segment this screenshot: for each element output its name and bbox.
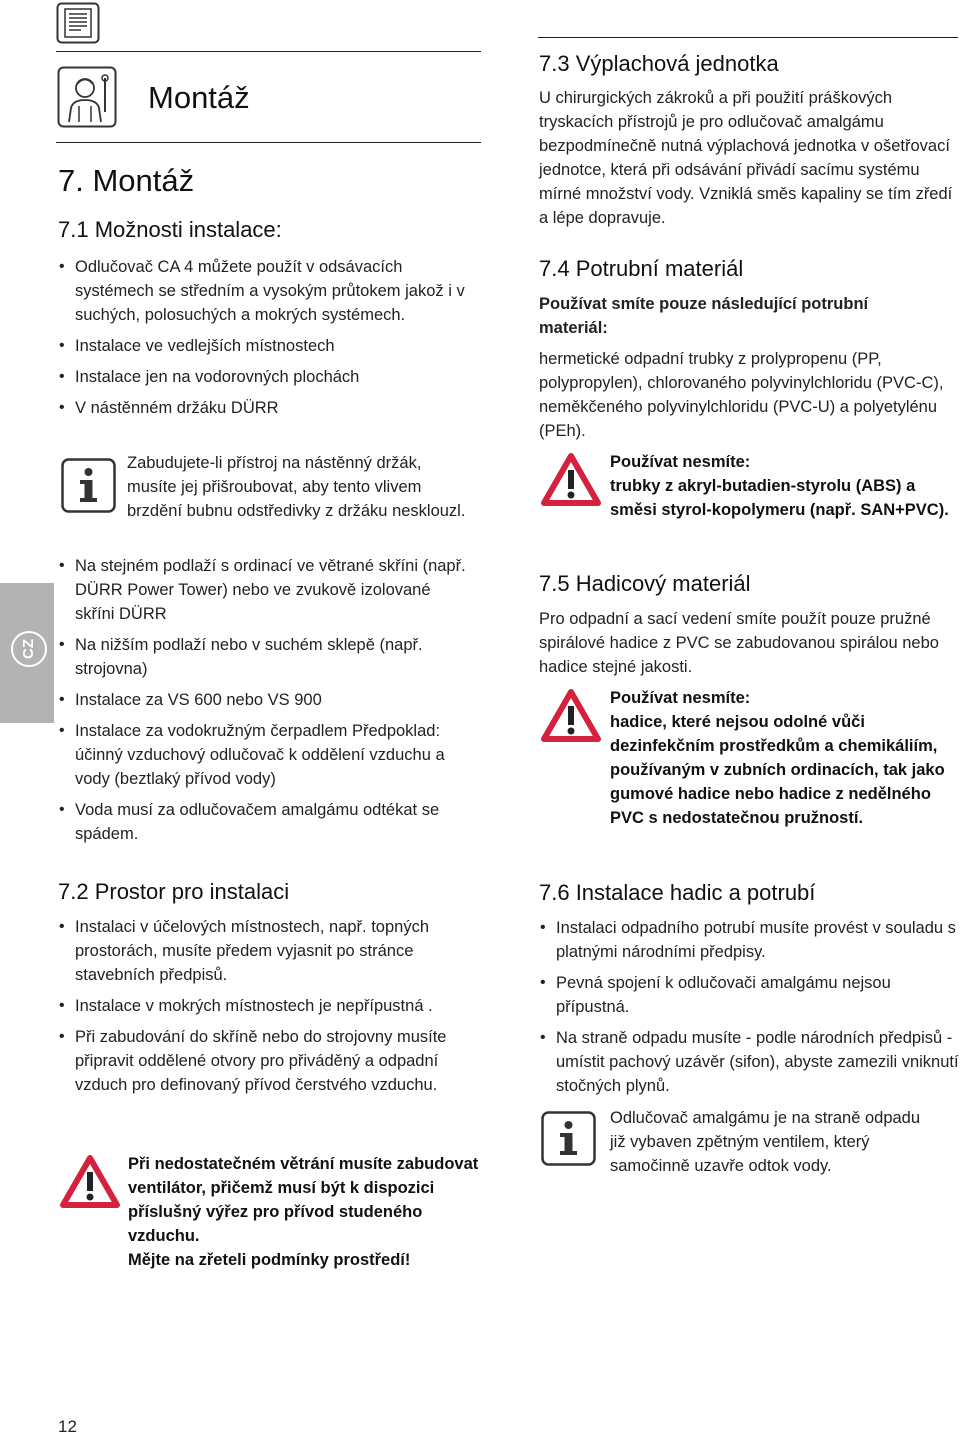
list-item: • Instalace za VS 600 nebo VS 900 <box>59 688 471 712</box>
hose-material-warning <box>610 686 950 830</box>
list-item: • Instalaci v účelových místnostech, např. topných prostorách, musíte předem vyjasnit po stránce stavebních předpisů. <box>59 915 483 987</box>
section-7-3-text: U chirurgických zákroků a při použití práškových tryskacích přístrojů je pro odlučovač amalgámu bezpodmínečně nutná výplachová jednotka v ošetřovací jednotce, která při odsávání přivádí sacímu systému mírné množství vody. Vzniklá směs kapaliny se tím zředí a lépe dopravuje. <box>539 89 953 227</box>
language-tab-label: CZ <box>20 639 37 659</box>
section-7-4-title: 7.4 Potrubní materiál <box>539 256 744 281</box>
section-7-4-intro: Používat smíte pouze následující potrubní materiál: <box>539 295 869 337</box>
header-rule-bottom <box>56 142 481 143</box>
list-item: • V nástěnném držáku DÜRR <box>59 396 471 420</box>
list-item: • Voda musí za odlučovačem amalgámu odtékat se spádem. <box>59 798 471 846</box>
page-number: 12 <box>58 1417 77 1436</box>
section-7-1-list-a <box>59 255 471 427</box>
chapter-title: 7. Montáž <box>58 163 195 198</box>
list-item: • Na stejném podlaží s ordinací ve větrané skříni (např. DÜRR Power Tower) nebo ve zvukově izolované skříni DÜRR <box>59 554 471 626</box>
ventilation-warning-note: Mějte na zřeteli podmínky prostředí! <box>128 1251 411 1269</box>
info-note-check-valve: Odlučovač amalgámu je na straně odpadu již vybaven zpětným ventilem, který samočinně uzavře odtok vody. <box>610 1109 921 1175</box>
list-item: • Instalace jen na vodorovných plochách <box>59 365 471 389</box>
ventilation-warning-text: Při nedostatečném větrání musíte zabudovat ventilátor, přičemž musí být k dispozici příslušný výřez pro přívod studeného vzduchu. <box>128 1155 479 1245</box>
pipe-material-warning <box>610 450 960 522</box>
section-7-2-title: 7.2 Prostor pro instalaci <box>58 879 290 904</box>
list-item: • Instalace v mokrých místnostech je nepřípustná . <box>59 994 483 1018</box>
section-7-2-list <box>59 915 483 1104</box>
list-item: • Instalace za vodokružným čerpadlem Předpoklad: účinný vzduchový odlučovač k oddělení vzduchu a vody (beztlaký přívod vody) <box>59 719 471 791</box>
info-icon <box>541 1111 596 1166</box>
list-item: • Instalace ve vedlejších místnostech <box>59 334 471 358</box>
warning-icon <box>541 453 601 507</box>
section-7-1-list-b <box>59 554 471 853</box>
hose-material-warning-title: Používat nesmíte: <box>610 689 751 707</box>
pipe-material-warning-title: Používat nesmíte: <box>610 453 751 471</box>
right-header-rule <box>538 37 958 38</box>
hose-material-warning-text: hadice, které nejsou odolné vůči dezinfekčním prostředkům a chemikáliím, používaným v zubních ordinacích, tak jako gumové hadice nebo hadice z nedělného PVC s nedostatečnou pružností. <box>610 713 945 827</box>
list-item: • Odlučovač CA 4 můžete použít v odsávacích systémech se středním a vysokým průtokem jakož i v suchých, polosuchých a mokrých systémech. <box>59 255 471 327</box>
info-note-wall-bracket: Zabudujete-li přístroj na nástěnný držák, musíte jej přišroubovat, aby tento vlivem brzdění bubnu odstředivky z držáku nesklouzl. <box>127 454 466 520</box>
section-7-3-title: 7.3 Výplachová jednotka <box>539 51 779 76</box>
list-item: • Na nižším podlaží nebo v suchém sklepě (např. strojovna) <box>59 633 471 681</box>
language-tab <box>0 583 54 723</box>
list-item: • Instalaci odpadního potrubí musíte provést v souladu s platnými národními předpisy. <box>540 916 960 964</box>
document-icon <box>56 2 100 44</box>
section-7-5-title: 7.5 Hadicový materiál <box>539 571 751 596</box>
list-item: • Pevná spojení k odlučovači amalgámu nejsou přípustná. <box>540 971 960 1019</box>
technician-icon <box>57 66 117 128</box>
warning-icon <box>541 689 601 743</box>
ventilation-warning <box>128 1152 484 1272</box>
list-item: • Při zabudování do skříně nebo do strojovny musíte připravit oddělené otvory pro přiváděný a odpadní vzduch pro definovaný přívod čerstvého vzduchu. <box>59 1025 483 1097</box>
list-item: • Na straně odpadu musíte - podle národních předpisů - umístit pachový uzávěr (sifon), abyste zamezili vniknutí stočných plynů. <box>540 1026 960 1098</box>
section-7-4-text: hermetické odpadní trubky z prolypropenu (PP, polypropylen), chlorovaného polyvinylchloridu (PVC-C), neměkčeného polyvinylchloridu (PVC-U) a polyetylénu (PEh). <box>539 350 944 440</box>
section-7-5-text: Pro odpadní a sací vedení smíte použít pouze pružné spirálové hadice z PVC se zabudovanou spirálou nebo hadice stejné jakosti. <box>539 610 939 676</box>
section-7-1-title: 7.1 Možnosti instalace: <box>58 217 282 242</box>
pipe-material-warning-text: trubky z akryl-butadien-styrolu (ABS) a směsi styrol-kopolymeru (např. SAN+PVC). <box>610 477 949 519</box>
warning-icon <box>60 1155 120 1209</box>
section-7-6-title: 7.6 Instalace hadic a potrubí <box>539 880 816 905</box>
header-rule-top <box>56 51 481 52</box>
info-icon <box>61 458 116 513</box>
section-7-6-list <box>540 916 960 1105</box>
header-title: Montáž <box>148 80 250 115</box>
